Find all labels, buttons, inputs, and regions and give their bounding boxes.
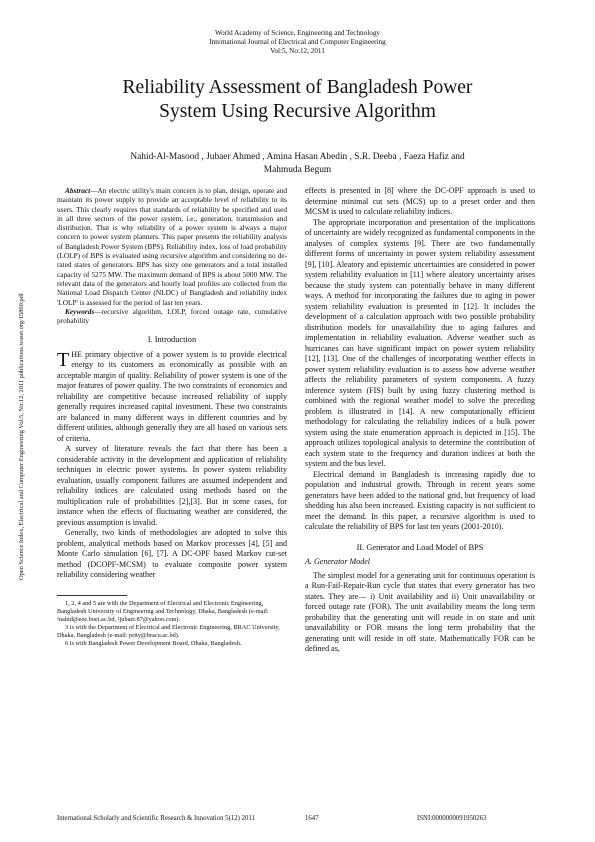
right-paragraph-1: effects is presented in [8] where the DC-OPF approach is used to determine minimal cut sets (MCS) up to a preset order and then MCSM is used to calculate reliability indices. bbox=[305, 186, 535, 216]
footnote-2: 3 is with the Department of Electrical and Electronic Engineering, BRAC University, Dhaka, Bangladesh (e-mail: prity@bracu.ac.bd). bbox=[57, 624, 280, 640]
abstract bbox=[57, 186, 287, 307]
keywords-text: —recursive algorithm, LOLP, forced outage rate, cumulative probability bbox=[57, 306, 287, 326]
title-line-2: System Using Recursive Algorithm bbox=[159, 101, 436, 122]
journal-header bbox=[0, 29, 595, 56]
subsection-heading-generator-model: A. Generator Model bbox=[305, 557, 371, 566]
authors-line-2: Mahmuda Begum bbox=[263, 165, 332, 175]
abstract-text: —An electric utility's main concern is to plan, design, operate and maintain its power supply to provide an acceptable level of reliability to its users. This clearly requires that standards of reliability be specified and used in all three sectors of the power system, i.e., generation, transmission and distribution. That is why reliability of a power system is always a major concern to power system planners. This paper presents the reliability analysis of Bangladesh Power System (BPS). Reliability index, loss of load probability (LOLP) of BPS is evaluated using recursive algorithm and considering no de-rated states of generators. BPS has sixty one generators and a total installed capacity of 5275 MW. The maximum demand of BPS is about 5000 MW. The relevant data of the generators and hourly load profiles are collected from the National Load Dispatch Center (NLDC) of Bangladesh and reliability index 'LOLP' is assessed for the period of last ten years. bbox=[57, 186, 287, 307]
abstract-label: Abstract bbox=[65, 186, 91, 195]
right-paragraph-2: The appropriate incorporation and presentation of the implications of uncertainty are widely recognized as fundamental components in the analyses of complex systems [9]. There are two fundamentally different forms of uncertainty in power system reliability assessment [9], [10]. Aleatory and epistemic uncertainties are considered in power system reliability evaluation in [11] where aleatory uncertainty arises because the study system can potentially behave in many different ways. A method for incorporating the failures due to aging in power system reliability evaluation is presented in [12]. It includes the development of a calculation approach with two possible probability distribution models for unavailability due to aging failures and implementation in reliability evaluation. Adverse weather such as hurricanes can have significant impact on power system reliability [12], [13]. One of the challenges of incorporating weather effects in power system reliability evaluation is to assess how adverse weather affects the reliability parameters of system components. A fuzzy inference system (FIS) built by using fuzzy clustering method is combined with the regional weather model to solve the preceding problem is illustrated in [14]. A new computationally efficient methodology for calculating the reliability indices of a bulk power system using the state enumeration approach is depicted in [15]. The approach utilizes topological analysis to determine the contribution of each system state to the frequency and duration indices at both the system and the bus level. bbox=[305, 217, 535, 468]
right-paragraph-3: Electrical demand in Bangladesh is increasing rapidly due to population and industrial growth. Through in recent years some generators have been added to the national grid, but frequency of load shedding has also been increased. Existing capacity is not sufficient to meet the demand. In this paper, a recursive algorithm is used to calculate the reliability of BPS for last ten years (2001-2010). bbox=[305, 469, 535, 531]
right-paragraph-4: The simplest model for a generating unit for continuous operation is a Run-Fail-Repair-Run cycle that states that every generator has two states. They are— i) Unit availability and ii) Unit unavailability or forced outage rate (FOR). The unit availability means the long term probability that the generating unit will reside in on state and unit unavailability or FOR means the long term probability that the generating unit will reside in off state. Mathematically FOR can be defined as, bbox=[305, 570, 535, 653]
page-number: 1647 bbox=[305, 815, 319, 822]
header-line-3: Vol:5, No:12, 2011 bbox=[270, 47, 325, 55]
authors-line-1: Nahid-Al-Masood , Jubaer Ahmed , Amina Hasan Abedin , S.R. Deeba , Faeza Hafiz and bbox=[130, 152, 465, 162]
header-line-1: World Academy of Science, Engineering and Technology bbox=[214, 29, 381, 37]
intro-paragraph-2: A survey of literature reveals the fact that there has been a considerable activity in the development and application of reliability techniques in electric power systems. In power system reliability evaluation, usually component failures are assumed independent and reliability indices are calculated using methods based on the multiplication rule of probabilities [2],[3]. But in some cases, for instance when the effects of fluctuating weather are considered, the previous assumption is invalid. bbox=[57, 444, 287, 527]
drop-cap: T bbox=[57, 348, 70, 371]
keywords-label: Keywords bbox=[65, 306, 95, 316]
footer-isni: ISNI:0000000091950263 bbox=[417, 815, 487, 822]
paper-title bbox=[40, 76, 555, 124]
title-line-1: Reliability Assessment of Bangladesh Power bbox=[122, 77, 473, 98]
section-heading-generator-load-model: II. Generator and Load Model of BPS bbox=[356, 542, 484, 552]
author-list bbox=[60, 151, 535, 177]
footnote-3: 6 is with Bangladesh Power Development Board, Dhaka, Bangladesh. bbox=[65, 640, 242, 648]
section-heading-introduction: I. Introduction bbox=[147, 335, 197, 345]
intro-paragraph-1-text: HE primary objective of a power system is to provide electrical energy to its customers as economically as possible with an acceptable margin of quality. Reliability of power system is one of the major features of power quality. The two constraints of economics and reliability are competitive because increased reliability of supply generally requires increased capital investment. These two constraints are balanced in many different ways in different countries and by different utilities, although generally they are all based on various sets of criteria. bbox=[57, 349, 287, 443]
intro-paragraph-3: Generally, two kinds of methodologies are adopted to solve this problem, analytical methods based on Markov processes [4], [5] and Monte Carlo simulation [6], [7]. A DC-OPF based Markov cut-set method (DCOPF-MCSM) to evaluate composite power system reliability considering weather bbox=[57, 528, 287, 580]
side-margin-text: Open Science Index, Electrical and Computer Engineering Vol:5, No:12, 2011 publications.waset.org/15860.pdf bbox=[18, 293, 25, 580]
footer-journal: International Scholarly and Scientific Research & Innovation 5(12) 2011 bbox=[57, 815, 255, 822]
footnote-1: 1, 2, 4 and 5 are with the Department of Electrical and Electronic Engineering, Bangladesh University of Engineering and Technology, Dhaka, Bangladesh (e-mail: ¹nahid@eee.buet.ac.bd, ²jubaer.87@yahoo.com). bbox=[57, 599, 269, 624]
left-column bbox=[57, 186, 287, 649]
header-line-2: International Journal of Electrical and Computer Engineering bbox=[209, 38, 386, 46]
footnote-divider bbox=[57, 595, 127, 596]
right-column bbox=[305, 186, 535, 655]
intro-paragraph-1 bbox=[57, 350, 287, 445]
keywords bbox=[57, 307, 287, 326]
